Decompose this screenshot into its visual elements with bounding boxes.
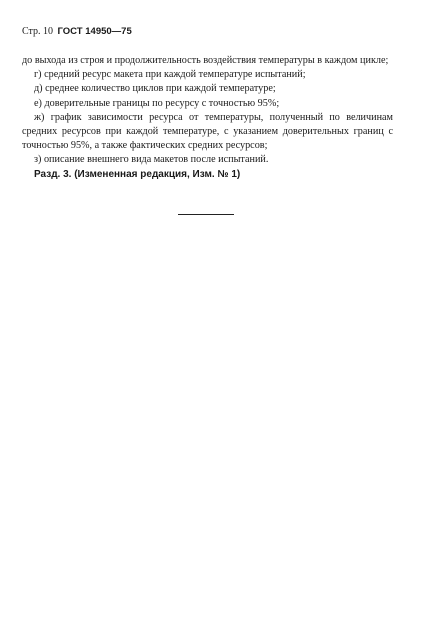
list-item-e: е) доверительные границы по ресурсу с точностью 95%; <box>34 97 280 109</box>
page-number: Стр. 10 <box>22 26 54 37</box>
list-item-d: д) среднее количество циклов при каждой температуре; <box>34 83 276 95</box>
paragraph-continuation: до выхода из строя и продолжительность воздействия температуры в каждом цикле; <box>22 55 389 66</box>
list-item-zh: ж) график зависимости ресурса от температуры, полученный по величинам средних ресурсов при каждой температуре, с указанием доверительных границ с точностью 95%, а также фактических средних ресурсов; <box>22 111 393 152</box>
list-item-z: з) описание внешнего вида макетов после испытаний. <box>34 154 269 166</box>
standard-number: ГОСТ 14950—75 <box>57 26 132 37</box>
page-header <box>22 26 132 37</box>
amendment-note: Разд. 3. (Измененная редакция, Изм. № 1) <box>34 168 241 180</box>
document-body <box>22 54 393 182</box>
list-item-g: г) средний ресурс макета при каждой температуре испытаний; <box>34 69 306 81</box>
end-divider <box>178 214 234 215</box>
